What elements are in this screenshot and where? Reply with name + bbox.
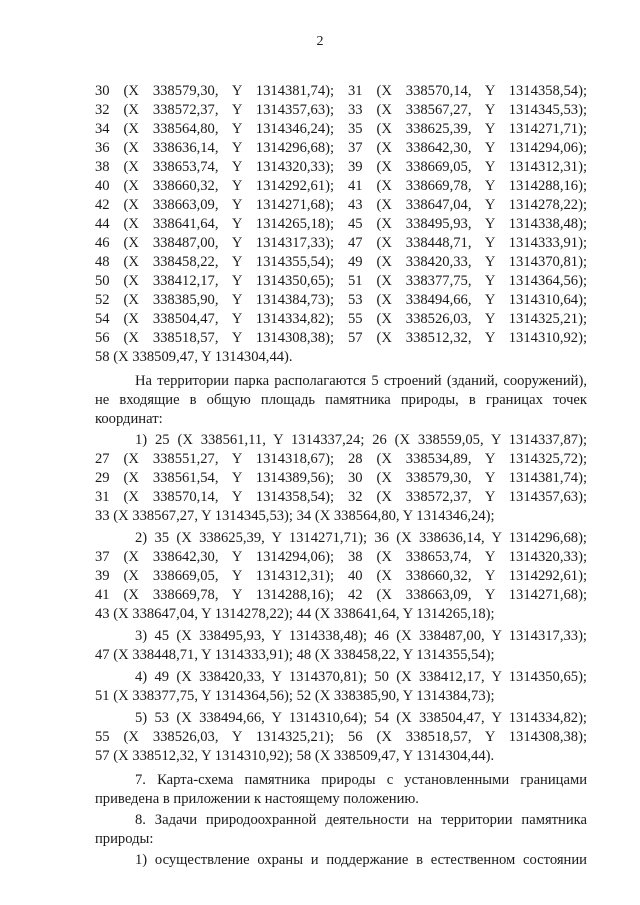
intro-paragraph-line: не входящие в общую площадь памятника природы, в границах точек xyxy=(95,392,587,408)
coord-line: 34 (X 338564,80, Y 1314346,24); 35 (X 338625,39, Y 1314271,71); xyxy=(95,121,587,137)
group-1-line: 31 (X 338570,14, Y 1314358,54); 32 (X 338572,37, Y 1314357,63); xyxy=(95,489,587,505)
group-1-line: 33 (X 338567,27, Y 1314345,53); 34 (X 338564,80, Y 1314346,24); xyxy=(95,508,495,524)
group-5-line: 57 (X 338512,32, Y 1314310,92); 58 (X 338509,47, Y 1314304,44). xyxy=(95,748,495,764)
group-4-line: 51 (X 338377,75, Y 1314364,56); 52 (X 338385,90, Y 1314384,73); xyxy=(95,688,495,704)
coord-line: 48 (X 338458,22, Y 1314355,54); 49 (X 338420,33, Y 1314370,81); xyxy=(95,254,587,270)
item-7-line: приведена в приложении к настоящему положению. xyxy=(95,791,419,807)
group-1-line: 27 (X 338551,27, Y 1314318,67); 28 (X 338534,89, Y 1314325,72); xyxy=(95,451,587,467)
group-5-line: 55 (X 338526,03, Y 1314325,21); 56 (X 338518,57, Y 1314308,38); xyxy=(95,729,587,745)
group-3-line: 47 (X 338448,71, Y 1314333,91); 48 (X 338458,22, Y 1314355,54); xyxy=(95,647,495,663)
group-1-line: 29 (X 338561,54, Y 1314389,56); 30 (X 338579,30, Y 1314381,74); xyxy=(95,470,587,486)
coord-line: 42 (X 338663,09, Y 1314271,68); 43 (X 338647,04, Y 1314278,22); xyxy=(95,197,587,213)
group-2-line: 43 (X 338647,04, Y 1314278,22); 44 (X 338641,64, Y 1314265,18); xyxy=(95,606,495,622)
coord-line: 50 (X 338412,17, Y 1314350,65); 51 (X 338377,75, Y 1314364,56); xyxy=(95,273,587,289)
coord-line: 56 (X 338518,57, Y 1314308,38); 57 (X 338512,32, Y 1314310,92); xyxy=(95,330,587,346)
group-2-line: 41 (X 338669,78, Y 1314288,16); 42 (X 338663,09, Y 1314271,68); xyxy=(95,587,587,603)
coord-line: 54 (X 338504,47, Y 1314334,82); 55 (X 338526,03, Y 1314325,21); xyxy=(95,311,587,327)
item-7-line: 7. Карта-схема памятника природы с установленными границами xyxy=(135,772,587,788)
group-2-line: 2) 35 (X 338625,39, Y 1314271,71); 36 (X 338636,14, Y 1314296,68); xyxy=(135,530,587,546)
coord-line: 44 (X 338641,64, Y 1314265,18); 45 (X 338495,93, Y 1314338,48); xyxy=(95,216,587,232)
page-number: 2 xyxy=(316,34,324,49)
intro-paragraph-line: На территории парка располагаются 5 строений (зданий, сооружений), xyxy=(135,373,587,389)
group-2-line: 37 (X 338642,30, Y 1314294,06); 38 (X 338653,74, Y 1314320,33); xyxy=(95,549,587,565)
group-1-line: 1) 25 (X 338561,11, Y 1314337,24; 26 (X 338559,05, Y 1314337,87); xyxy=(135,432,587,448)
coord-line: 38 (X 338653,74, Y 1314320,33); 39 (X 338669,05, Y 1314312,31); xyxy=(95,159,587,175)
coord-line: 46 (X 338487,00, Y 1314317,33); 47 (X 338448,71, Y 1314333,91); xyxy=(95,235,587,251)
group-3-line: 3) 45 (X 338495,93, Y 1314338,48); 46 (X 338487,00, Y 1314317,33); xyxy=(135,628,587,644)
coord-line: 36 (X 338636,14, Y 1314296,68); 37 (X 338642,30, Y 1314294,06); xyxy=(95,140,587,156)
group-5-line: 5) 53 (X 338494,66, Y 1314310,64); 54 (X 338504,47, Y 1314334,82); xyxy=(135,710,587,726)
intro-paragraph-line: координат: xyxy=(95,411,163,427)
item-8-line: 1) осуществление охраны и поддержание в естественном состоянии xyxy=(135,852,587,868)
coord-line: 52 (X 338385,90, Y 1314384,73); 53 (X 338494,66, Y 1314310,64); xyxy=(95,292,587,308)
coord-line: 40 (X 338660,32, Y 1314292,61); 41 (X 338669,78, Y 1314288,16); xyxy=(95,178,587,194)
coord-line: 32 (X 338572,37, Y 1314357,63); 33 (X 338567,27, Y 1314345,53); xyxy=(95,102,587,118)
coord-line: 58 (X 338509,47, Y 1314304,44). xyxy=(95,349,293,365)
group-4-line: 4) 49 (X 338420,33, Y 1314370,81); 50 (X 338412,17, Y 1314350,65); xyxy=(135,669,587,685)
group-2-line: 39 (X 338669,05, Y 1314312,31); 40 (X 338660,32, Y 1314292,61); xyxy=(95,568,587,584)
coord-line: 30 (X 338579,30, Y 1314381,74); 31 (X 338570,14, Y 1314358,54); xyxy=(95,83,587,99)
item-8-line: природы: xyxy=(95,831,154,847)
item-8-line: 8. Задачи природоохранной деятельности на территории памятника xyxy=(135,812,587,828)
